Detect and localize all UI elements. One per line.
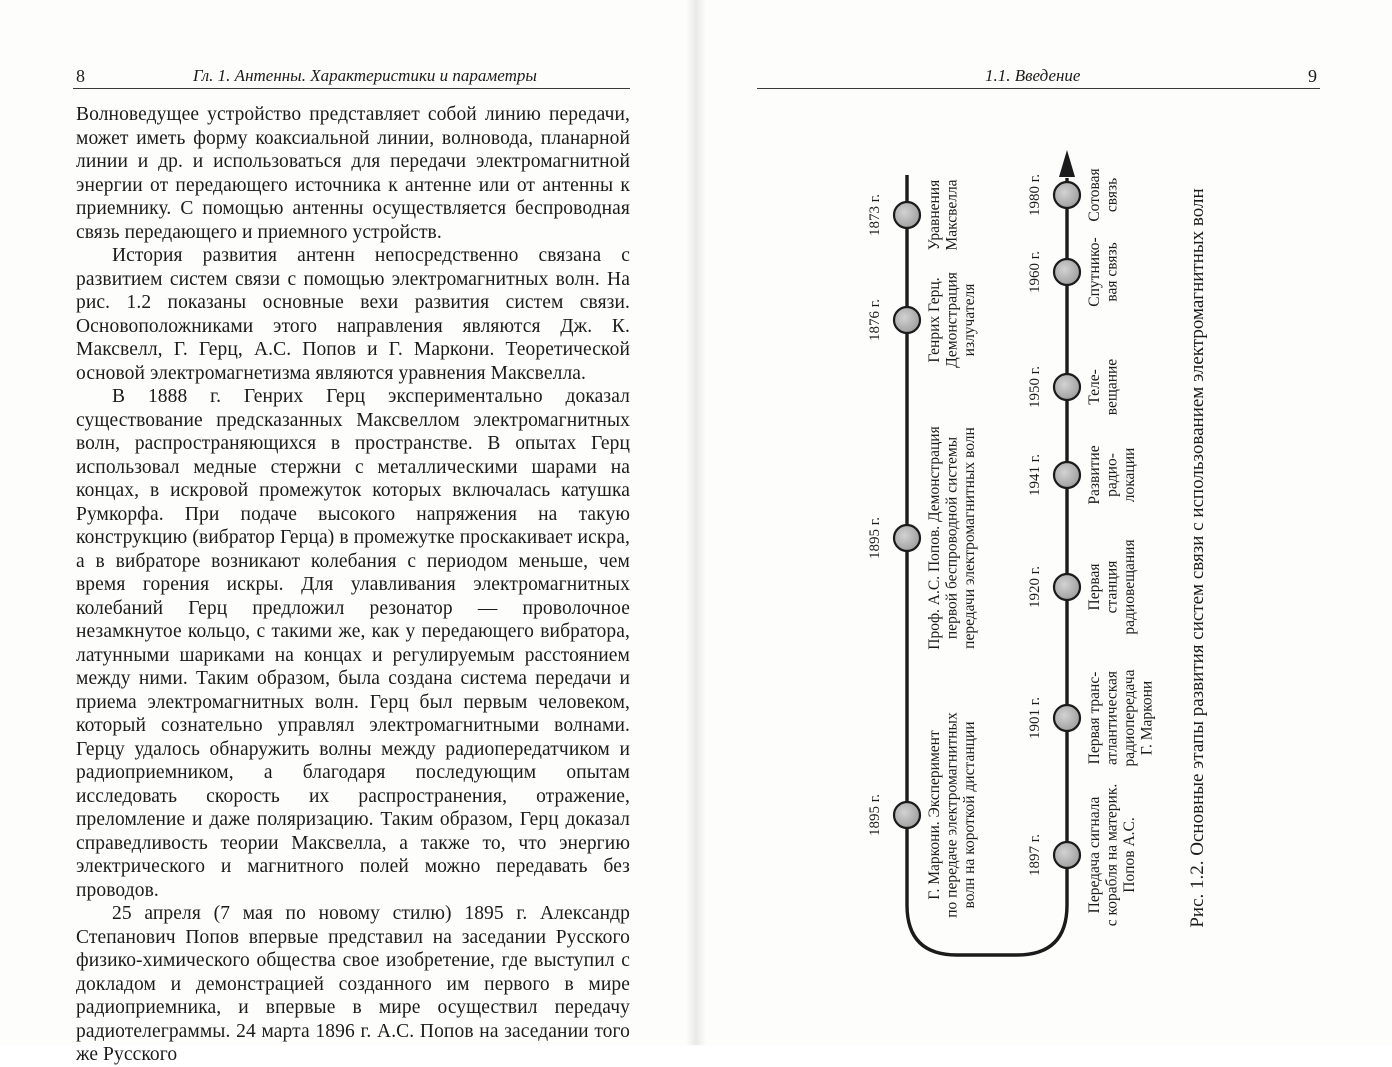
lower-milestone-description: Развитиерадио-локации bbox=[1086, 445, 1138, 505]
upper-milestone-year-label: 1873 г. bbox=[867, 194, 883, 236]
lower-milestone-node bbox=[1054, 705, 1080, 731]
upper-milestone-node bbox=[894, 525, 920, 551]
upper-milestone-node bbox=[894, 802, 920, 828]
paragraph: Волноведущее устройство представляет собой линию передачи, может иметь форму коаксиальной линии, волновода, планарной линии и др. и использоваться для передачи электромагнитной энергии от передающего источника к антенне или от антенны к приемнику. С помощью антенны осуществляется беспроводная связь передающего и приемного устройств. bbox=[76, 104, 630, 243]
lower-milestone-node bbox=[1054, 259, 1080, 285]
right-header-title: 1.1. Введение bbox=[985, 66, 1081, 85]
lower-milestone-year-label: 1980 г. bbox=[1027, 174, 1043, 216]
book-gutter bbox=[686, 0, 706, 1045]
upper-milestone-description: Г. Маркони. Экспериментпо передаче электромагнитныхволн на короткой дистанции bbox=[926, 712, 978, 918]
lower-milestone-node bbox=[1054, 574, 1080, 600]
left-page-body bbox=[76, 103, 630, 1067]
upper-milestone-year-label: 1895 г. bbox=[867, 794, 883, 836]
lower-milestone-node bbox=[1054, 374, 1080, 400]
upper-milestone-year-label: 1895 г. bbox=[867, 517, 883, 559]
lower-milestone-year-label: 1941 г. bbox=[1027, 454, 1043, 496]
upper-milestone-node bbox=[894, 307, 920, 333]
lower-milestone-year-label: 1950 г. bbox=[1027, 366, 1043, 408]
lower-milestone-year-label: 1901 г. bbox=[1027, 697, 1043, 739]
upper-milestone-description: УравненияМаксвелла bbox=[926, 179, 961, 251]
lower-milestone-node bbox=[1054, 462, 1080, 488]
lower-milestone-description: Первая транс-атлантическаярадиопередачаГ. Маркони bbox=[1086, 669, 1156, 767]
paragraph: 25 апреля (7 мая по новому стилю) 1895 г. Александр Степанович Попов впервые представил на заседании Русского физико-химического общества свое изобретение, где выступил с докладом и демонстрацией созданного им первого в мире радиоприемника, и впервые в мире осуществил передачу радиотелеграммы. 24 марта 1896 г. А.С. Попов на заседании того же Русского bbox=[76, 903, 630, 1065]
lower-milestone-description: Перваястанциярадиовещания bbox=[1086, 539, 1138, 635]
lower-milestone-description: Теле-вещание bbox=[1086, 358, 1121, 416]
right-page bbox=[696, 0, 1392, 1045]
lower-milestone-year-label: 1920 г. bbox=[1027, 566, 1043, 608]
left-header-title: Гл. 1. Антенны. Характеристики и параметры bbox=[193, 66, 537, 85]
lower-milestone-year-label: 1960 г. bbox=[1027, 251, 1043, 293]
paragraph: История развития антенн непосредственно связана с развитием систем связи с помощью электромагнитных волн. На рис. 1.2 показаны основные вехи развития систем связи. Основоположниками этого направления являются Дж. К. Максвелл, Г. Герц, А.С. Попов и Г. Маркони. Теоретической основой электромагнетизма являются уравнения Максвелла. bbox=[76, 245, 630, 384]
figure-caption: Рис. 1.2. Основные этапы развития систем связи с использованием электромагнитных волн bbox=[1187, 188, 1208, 928]
lower-milestone-description: Спутнико-вая связь bbox=[1086, 237, 1121, 307]
right-running-header bbox=[757, 64, 1320, 89]
lower-milestone-description: Передача сигналас корабля на материк.Попов А.С. bbox=[1086, 783, 1138, 927]
lower-milestone-year-label: 1897 г. bbox=[1027, 834, 1043, 876]
right-page-number: 9 bbox=[1308, 66, 1317, 86]
upper-milestone-node bbox=[894, 202, 920, 228]
upper-milestone-description: Проф. А.С. Попов. Демонстрацияпервой беспроводной системыпередачи электромагнитных волн bbox=[926, 426, 978, 650]
lower-milestone-node bbox=[1054, 182, 1080, 208]
paragraph: В 1888 г. Генрих Герц экспериментально доказал существование предсказанных Максвеллом электромагнитных волн, распространяющихся в пространстве. В опытах Герц использовал медные стержни с металлическими шарами на концах, в искровой промежуток которых включалась катушка Румкорфа. При подаче высокого напряжения на такую конструкцию (вибратор Герца) в промежутке проскакивает искра, а в вибраторе возникают колебания с периодом меньше, чем время горения искры. Для улавливания электромагнитных колебаний Герц предложил резонатор — проволочное незамкнутое кольцо, с такими же, как у передающего вибратора, латунными шариками на концах и регулируемым расстоянием между ними. Таким образом, была создана система передачи и приема электромагнитных волн. Герц был первым человеком, который сознательно управлял электромагнитными волнами. Герцу удалось обнаружить волны между радиопередатчиком и радиоприемником, а благодаря последующим опытам исследовать скорость их распространения, отражение, преломление и даже поляризацию. Таким образом, Герц доказал справедливость теории Максвелла, а также то, что энергию электрического и магнитного полей можно передавать без проводов. bbox=[76, 386, 630, 901]
lower-milestone-description: Сотоваясвязь bbox=[1086, 168, 1121, 222]
left-page-number: 8 bbox=[76, 66, 85, 86]
upper-milestone-year-label: 1876 г. bbox=[867, 299, 883, 341]
left-running-header bbox=[73, 64, 630, 89]
upper-milestone-description: Генрих Герц.Демонстрацияизлучателя bbox=[926, 272, 978, 368]
lower-milestone-node bbox=[1054, 842, 1080, 868]
